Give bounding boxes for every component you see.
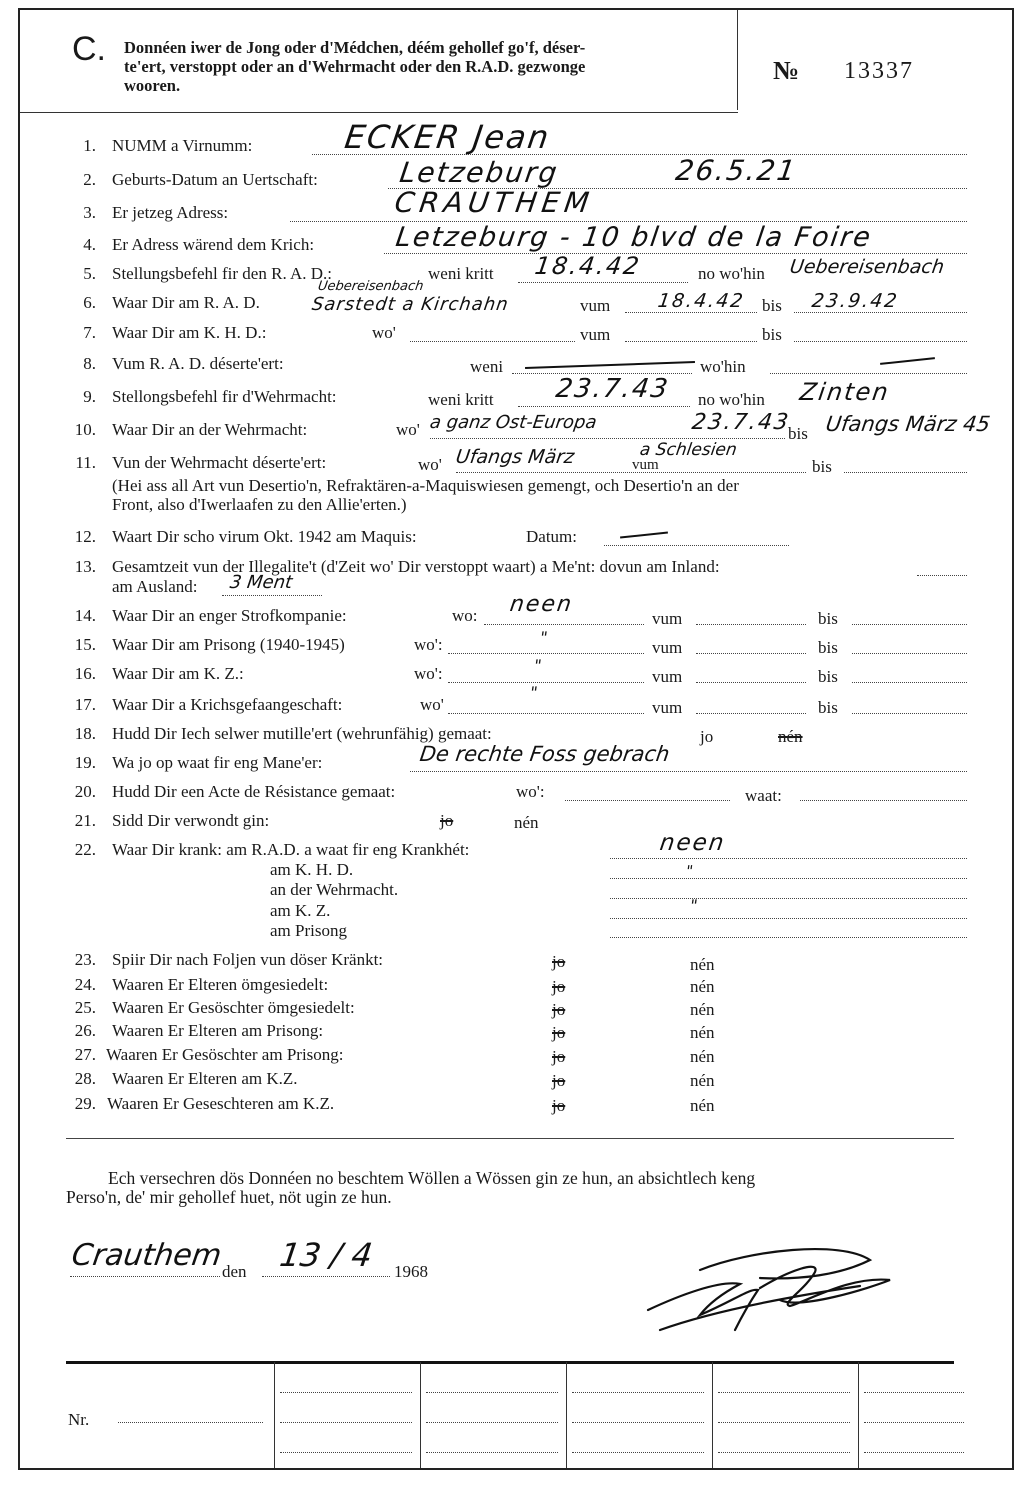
prison-where-line [448,653,644,654]
footer-divider [858,1362,859,1468]
footer-divider [712,1362,713,1468]
birth-date-value[interactable]: 26.5.21 [673,154,800,187]
footer-cell-line [864,1452,964,1453]
mutilation-manner-line [410,771,967,772]
pow-bis-label: bis [818,698,838,717]
wehrmacht-desert-note-line: (Hei ass all Art vun Desertio'n, Refraktären-a-Maquiswiesen gemengt, och Desertio'n an der [112,476,739,495]
resistance-wo-label: wo': [516,782,545,801]
declaration-line: Ech versechren dös Donnéen no beschtem Wöllen a Wössen gin ze hun, an absichtlech keng [108,1168,756,1188]
resistance-waat-label: waat: [745,786,782,805]
parents-prison-yes-struck[interactable]: jo [552,1023,566,1042]
footer-cell-line [572,1422,704,1423]
parents-kz-yes-struck[interactable]: jo [552,1071,566,1090]
war-address-field-line [384,253,967,254]
name-value[interactable]: ECKER Jean [342,118,553,156]
kz-wo-label: wo': [414,664,443,683]
row-number: 14. [74,606,96,625]
pow-from-line [696,713,806,714]
rad-desert-weni-label: weni [470,357,504,376]
resistance-what-line [800,800,967,801]
penal-company-vum-label: vum [652,609,683,628]
wehrmacht-from-value[interactable]: 23.7.43 [690,410,792,435]
row-number: 16. [74,664,96,683]
row-number: 27. [74,1045,96,1064]
penal-company-value[interactable]: neen [508,592,575,617]
row-number: 21. [74,811,96,830]
form-title-line: Donnéen iwer de Jong oder d'Médchen, déém gehollef go'f, déser- [124,38,586,57]
penal-company-to-line [852,624,967,625]
parents-resettled-yes-struck[interactable]: jo [552,977,566,996]
signature-mark [640,1240,930,1350]
rad-order-date-line [518,282,688,283]
resistance-where-line [565,800,730,801]
pow-wo-label: wo' [420,695,444,714]
wehrmacht-desert-note-value[interactable]: a Schlesien [638,440,739,460]
rad-to-value[interactable]: 23.9.42 [810,290,901,312]
parents-kz-label: Waaren Er Elteren am K.Z. [112,1069,298,1088]
sick-prison-line [610,937,967,938]
khd-bis-label: bis [762,325,782,344]
wehrmacht-place-line [430,438,785,439]
declaration-rule [66,1138,954,1139]
rad-from-line [625,312,757,313]
self-mutilation-label: Hudd Dir Iech selwer mutille'ert (wehrunfähig) gemaat: [112,724,492,743]
prison-label: Waar Dir am Prisong (1940-1945) [112,635,345,654]
row-number: 2. [83,170,96,189]
illegality-label: Gesamtzeit vun der Illegalite't (d'Zeit wo' Dir verstoppt waart) a Me'nt: dovun am Inland: [112,557,720,576]
footer-nr-line [118,1422,263,1423]
mutilation-manner-value[interactable]: De rechte Foss gebrach [418,742,672,766]
siblings-kz-label: Waaren Er Geseschteren am K.Z. [107,1094,335,1113]
section-letter: C. [72,30,106,68]
kz-value[interactable]: " [532,656,545,675]
khd-where-line [410,341,575,342]
parents-prison-label: Waaren Er Elteren am Prisong: [112,1021,324,1040]
row-number: 20. [74,782,96,801]
row-number: 9. [83,387,96,406]
footer-cell-line [718,1452,850,1453]
war-address-value[interactable]: Letzeburg - 10 blvd de la Foire [393,222,875,253]
parents-resettled-label: Waaren Er Elteren ömgesiedelt: [112,975,329,994]
footer-cell-line [426,1392,558,1393]
wehrmacht-to-value[interactable]: Ufangs März 45 [824,412,992,436]
prison-wo-label: wo': [414,635,443,654]
illegality-abroad-label: am Ausland: [112,577,198,596]
row-number: 12. [74,527,96,546]
row-number: 5. [83,264,96,283]
footer-cell-line [864,1392,964,1393]
prison-to-line [852,653,967,654]
maquis-label: Waart Dir scho virum Okt. 1942 am Maquis: [112,527,417,546]
row-number: 13. [74,557,96,576]
row-number: 24. [74,975,96,994]
footer-divider [274,1362,275,1468]
wehrmacht-order-date-value[interactable]: 23.7.43 [553,374,672,404]
khd-label: Waar Dir am K. H. D.: [112,323,267,342]
footer-cell-line [426,1422,558,1423]
sick-khd-label: am K. H. D. [270,860,354,879]
birth-place-value[interactable]: Letzeburg [397,156,561,189]
row-number: 28. [74,1069,96,1088]
self-mutilation-yes[interactable]: jo [700,727,714,746]
row-number: 23. [74,950,96,969]
row-number: 6. [83,293,96,312]
number-label: № [773,56,800,85]
parents-kz-no[interactable]: nén [690,1071,715,1090]
penal-company-from-line [696,624,806,625]
row-number: 3. [83,203,96,222]
siblings-kz-yes-struck[interactable]: jo [552,1096,566,1115]
illegality-abroad-line [222,595,322,596]
prison-vum-label: vum [652,638,683,657]
declaration-line: Perso'n, de' mir gehollef huet, nöt ugin ze hun. [66,1187,392,1207]
sick-kz-line [610,918,967,919]
form-title-line: wooren. [124,76,181,95]
illegality-abroad-value[interactable]: 3 Ment [228,572,294,593]
footer-rule [66,1361,954,1364]
khd-to-line [794,341,967,342]
kz-label: Waar Dir am K. Z.: [112,664,244,683]
footer-cell-line [718,1392,850,1393]
illness-consequences-no[interactable]: nén [690,955,715,974]
mutilation-manner-label: Wa jo op waat fir eng Mane'er: [112,753,323,772]
declaration-den-label: den [222,1262,247,1281]
maquis-datum-label: Datum: [526,527,577,546]
footer-cell-line [426,1452,558,1453]
sick-wehrmacht-line [610,898,967,899]
siblings-prison-label: Waaren Er Gesöschter am Prisong: [106,1045,344,1064]
khd-from-line [625,341,757,342]
row-number: 25. [74,998,96,1017]
wehrmacht-order-weni-label: weni kritt [428,390,494,409]
self-mutilation-no-struck[interactable]: nén [778,727,803,746]
rad-place-value[interactable]: Sarstedt a Kirchahn [310,294,511,315]
declaration-year: 1968 [394,1262,428,1281]
address-label: Er jetzeg Adress: [112,203,229,222]
wehrmacht-order-label: Stellongsbefehl fir d'Wehrmacht: [112,387,337,406]
khd-wo-label: wo' [372,323,396,342]
siblings-resettled-no[interactable]: nén [690,1000,715,1019]
rad-to-line [794,312,967,313]
rad-order-where-label: no wo'hin [698,264,765,283]
wounded-label: Sidd Dir verwondt gin: [112,811,270,830]
sick-kz-label: am K. Z. [270,901,331,920]
penal-company-bis-label: bis [818,609,838,628]
resistance-label: Hudd Dir een Acte de Résistance gemaat: [112,782,396,801]
name-label: NUMM a Virnumm: [112,136,253,155]
declaration-date-line [262,1276,390,1277]
pow-label: Waar Dir a Krichsgefaangeschaft: [112,695,343,714]
wehrmacht-desert-bis-label: bis [812,457,832,476]
birth-label: Geburts-Datum an Uertschaft: [112,170,318,189]
form-number: 13337 [844,58,914,84]
rad-desert-where-line [770,373,967,374]
address-value[interactable]: CRAUTHEM [392,186,596,219]
form-title-line: te'ert, verstoppt oder an d'Wehrmacht oder den R.A.D. gezwonge [124,57,586,76]
war-address-label: Er Adress wärend dem Krich: [112,235,315,254]
row-number: 22. [74,840,96,859]
sick-rad-value[interactable]: neen [658,830,728,856]
sick-label: Waar Dir krank: am R.A.D. a waat fir eng Krankhét: [112,840,470,859]
illegality-inland-line [917,575,967,576]
footer-cell-line [280,1422,412,1423]
rad-desert-label: Vum R. A. D. déserte'ert: [112,354,284,373]
parents-resettled-no[interactable]: nén [690,977,715,996]
wehrmacht-desert-vum-label: vum [632,457,659,473]
pow-where-line [448,713,644,714]
wehrmacht-place-value[interactable]: a ganz Ost-Europa [428,412,599,433]
row-number: 11. [75,453,96,472]
footer-cell-line [280,1452,412,1453]
rad-order-weni-label: weni kritt [428,264,494,283]
sick-rad-line [610,858,967,859]
pow-value[interactable]: " [528,683,541,702]
wehrmacht-desert-wo-label: wo' [418,455,442,474]
row-number: 15. [74,635,96,654]
prison-value[interactable]: " [538,628,551,647]
kz-from-line [696,682,806,683]
rad-place-upper-value[interactable]: Uebereisenbach [316,279,425,294]
parents-prison-no[interactable]: nén [690,1023,715,1042]
kz-to-line [852,682,967,683]
rad-service-label: Waar Dir am R. A. D. [112,293,260,312]
wounded-yes-struck[interactable]: jo [440,811,454,830]
sick-kz-value[interactable]: " [688,896,701,915]
wehrmacht-desert-label: Vun der Wehrmacht déserte'ert: [112,453,327,472]
footer-divider [566,1362,567,1468]
penal-company-where-line [484,624,644,625]
declaration-place-value[interactable]: Crauthem [69,1238,224,1273]
row-number: 18. [74,724,96,743]
siblings-resettled-yes-struck[interactable]: jo [552,1000,566,1019]
siblings-kz-no[interactable]: nén [690,1096,715,1115]
sick-khd-line [610,878,967,879]
footer-cell-line [864,1422,964,1423]
penal-company-wo-label: wo: [452,606,478,625]
rad-vum-label: vum [580,296,611,315]
row-number: 17. [74,695,96,714]
siblings-resettled-label: Waaren Er Gesöschter ömgesiedelt: [112,998,355,1017]
row-number: 7. [83,323,96,342]
khd-vum-label: vum [580,325,611,344]
illness-consequences-label: Spiir Dir nach Foljen vun döser Kränkt: [112,950,384,969]
wehrmacht-desert-to-line [844,472,967,473]
sick-wehrmacht-label: an der Wehrmacht. [270,880,399,899]
pow-vum-label: vum [652,698,683,717]
prison-from-line [696,653,806,654]
kz-vum-label: vum [652,667,683,686]
form-title [124,38,585,95]
footer-divider [420,1362,421,1468]
row-number: 26. [74,1021,96,1040]
illness-consequences-yes-struck[interactable]: jo [552,952,566,971]
wehrmacht-order-where-label: no wo'hin [698,390,765,409]
wehrmacht-desert-place-value[interactable]: Ufangs März [454,446,576,468]
pow-to-line [852,713,967,714]
declaration-place-line [70,1276,220,1277]
siblings-prison-no[interactable]: nén [690,1047,715,1066]
wounded-no[interactable]: nén [514,813,539,832]
footer-cell-line [718,1422,850,1423]
row-number: 19. [74,753,96,772]
row-number: 29. [74,1094,96,1113]
wehrmacht-order-where-value[interactable]: Zinten [798,378,892,406]
wehrmacht-service-label: Waar Dir an der Wehrmacht: [112,420,308,439]
prison-bis-label: bis [818,638,838,657]
footer-cell-line [572,1452,704,1453]
footer-cell-line [572,1392,704,1393]
declaration-date-value[interactable]: 13 / 4 [277,1236,375,1274]
rad-bis-label: bis [762,296,782,315]
rad-order-where-value[interactable]: Uebereisenbach [788,256,946,278]
header-divider [737,10,738,110]
maquis-date-line [604,545,789,546]
kz-where-line [448,682,644,683]
row-number: 1. [83,136,96,155]
row-number: 8. [83,354,96,373]
rad-order-label: Stellungsbefehl fir den R. A. D.: [112,264,333,283]
siblings-prison-yes-struck[interactable]: jo [552,1047,566,1066]
footer-cell-line [280,1392,412,1393]
wehrmacht-desert-note-line: Front, also d'Iwerlaafen zu den Allie'erten.) [112,495,407,514]
wehrmacht-order-date-line [518,406,690,407]
row-number: 10. [74,420,96,439]
kz-bis-label: bis [818,667,838,686]
rad-from-value[interactable]: 18.4.42 [656,290,747,312]
wehrmacht-desert-line [456,472,806,473]
row-number: 4. [83,235,96,254]
sick-khd-value[interactable]: " [684,862,697,880]
header-rule [20,112,738,113]
footer-nr-label: Nr. [68,1410,90,1429]
penal-company-label: Waar Dir an enger Strofkompanie: [112,606,347,625]
wehrmacht-wo-label: wo' [396,420,420,439]
rad-order-date-value[interactable]: 18.4.42 [533,252,643,280]
sick-prison-label: am Prisong [270,921,347,940]
rad-desert-where-label: wo'hin [700,357,746,376]
wehrmacht-bis-label: bis [788,424,808,443]
